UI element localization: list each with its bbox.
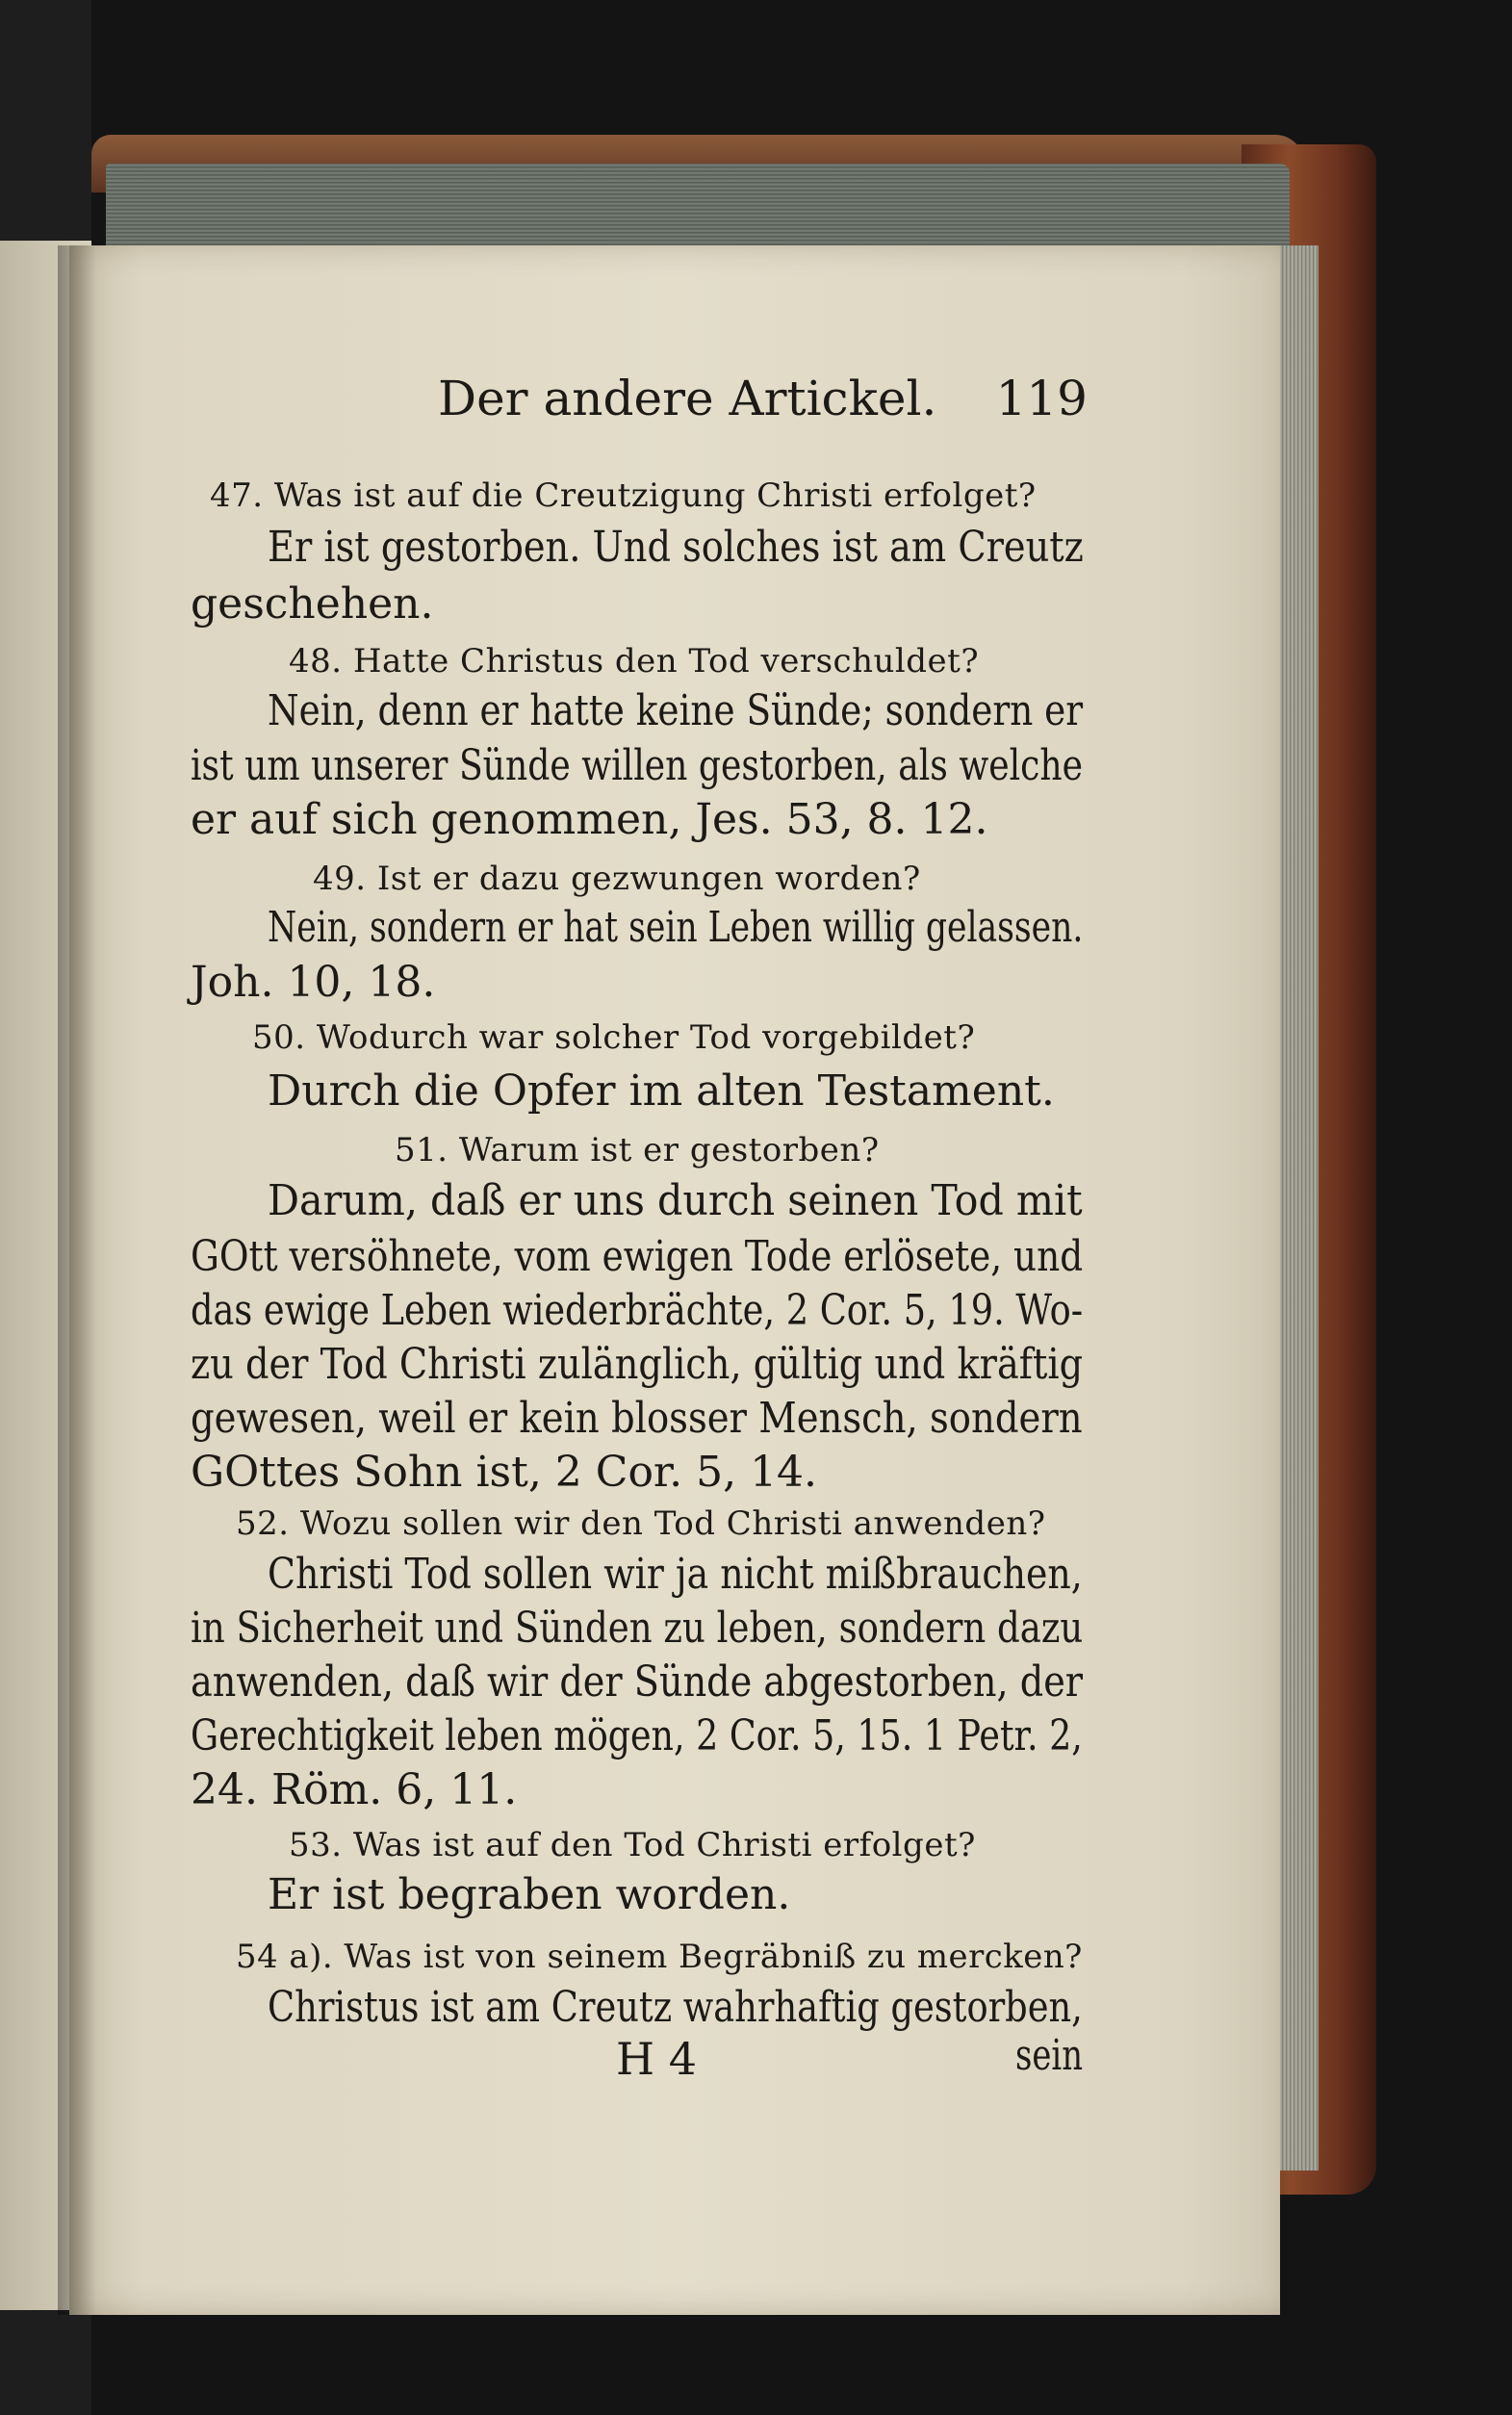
running-header — [438, 371, 1088, 438]
gutter-shadow — [58, 245, 96, 2315]
answer-line: ist um unserer Sünde willen gestorben, als welche — [191, 741, 1084, 790]
page-number: 119 — [995, 371, 1088, 426]
question-line: 47. Was ist auf die Creutzigung Christi erfolget? — [210, 476, 1037, 515]
answer-line: GOttes Sohn ist, 2 Cor. 5, 14. — [191, 1448, 818, 1497]
answer-line: Nein, denn er hatte keine Sünde; sondern er — [268, 686, 1084, 735]
answer-line: Gerechtigkeit leben mögen, 2 Cor. 5, 15. 1 Petr. 2, — [191, 1711, 1083, 1760]
signature-mark: H 4 — [616, 2033, 698, 2085]
answer-line: Durch die Opfer im alten Testament. — [268, 1066, 1055, 1116]
question-line: 48. Hatte Christus den Tod verschuldet? — [289, 642, 980, 681]
question-line: 51. Warum ist er gestorben? — [395, 1131, 880, 1169]
answer-line: Christus ist am Creutz wahrhaftig gestorben, — [268, 1983, 1083, 2032]
page-fore-edge — [1275, 245, 1319, 2171]
answer-line: er auf sich genommen, Jes. 53, 8. 12. — [191, 795, 988, 844]
answer-line: Er ist begraben worden. — [268, 1870, 791, 1919]
answer-line: Nein, sondern er hat sein Leben willig gelassen. — [268, 903, 1084, 952]
answer-line: Er ist gestorben. Und solches ist am Creutz — [268, 523, 1084, 572]
page-block-top — [106, 164, 1290, 250]
running-title: Der andere Artickel. — [438, 371, 937, 426]
question-line: 50. Wodurch war solcher Tod vorgebildet? — [252, 1018, 976, 1057]
answer-line: 24. Röm. 6, 11. — [191, 1765, 518, 1814]
answer-line: das ewige Leben wiederbrächte, 2 Cor. 5, 19. Wo- — [191, 1286, 1084, 1335]
question-line: 53. Was ist auf den Tod Christi erfolget? — [289, 1826, 976, 1864]
answer-line: Joh. 10, 18. — [191, 958, 436, 1007]
answer-line: geschehen. — [191, 579, 434, 629]
question-line: 54 a). Was ist von seinem Begräbniß zu mercken? — [236, 1938, 1083, 1976]
question-line: 52. Wozu sollen wir den Tod Christi anwenden? — [236, 1504, 1046, 1543]
answer-line: gewesen, weil er kein blosser Mensch, sondern — [191, 1394, 1083, 1443]
question-line: 49. Ist er dazu gezwungen worden? — [313, 860, 921, 898]
answer-line: in Sicherheit und Sünden zu leben, sondern dazu — [191, 1604, 1084, 1653]
answer-line: Darum, daß er uns durch seinen Tod mit — [268, 1176, 1083, 1225]
answer-line: zu der Tod Christi zulänglich, gültig und kräftig — [191, 1340, 1084, 1389]
answer-line: Christi Tod sollen wir ja nicht mißbrauchen, — [268, 1550, 1083, 1599]
answer-line: GOtt versöhnete, vom ewigen Tode erlösete, und — [191, 1232, 1084, 1281]
catchword: sein — [1015, 2031, 1084, 2080]
answer-line: anwenden, daß wir der Sünde abgestorben, der — [191, 1657, 1084, 1707]
